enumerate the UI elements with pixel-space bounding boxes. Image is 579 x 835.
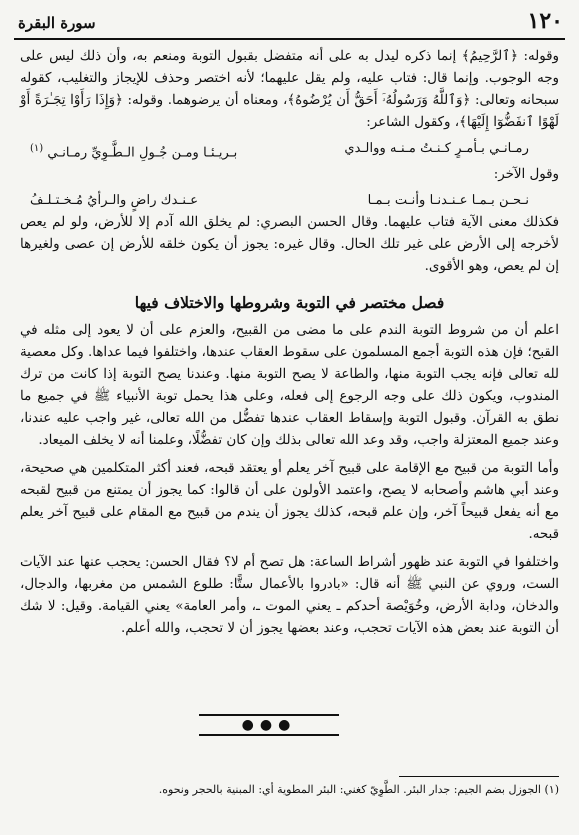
paragraph: فكذلك معنى الآية فتاب عليهما. وقال الحسن البصري: لم يخلق الله آدم إلا للأرض، ولو لم يعص لأخرجه إلى الأرض على غير تلك الحال. وقال غيره: يجوز أن يكون خلقه للأرض إن عصى ولغيرها إن لم يعص، وهو الأقوى. [20,215,559,275]
paragraph: اعلم أن من شروط التوبة الندم على ما مضى من القبيح، والعزم على أن لا يعود إلى مثله في القبح؛ فإن هذه التوبة أجمع المسلمون على سقوط العقاب عندها، واختلفوا فيما عداها. وكل معصية لله تعالى فإنه يجب التوبة منها، والطاعة لا يصح التوبة منها. وعندنا يصح التوبة إذا كانت من ترك المندوب، ويكون ذلك على وجه الرجوع إلى فعله، وعلى هذا يحمل توبة الأنبياء ﷺ في جميع ما نطق به القرآن. وقبول التوبة وإسقاط العقاب عندها تفضُّل من الله تعالى، غير واجب عليه عندنا، وعند جميع المعتزلة واجب، وقد وعد الله تعالى بذلك وإن كان تفضُّلًا، وعلمنا أنه لا يخلف الميعاد. [20,323,559,449]
verse-hemistich-right: نـحـن بـمـا عـنـدنـا وأنـت بـمـا [367,193,529,209]
verse-intro: وقول الآخر: [493,167,559,183]
page-number: ١٢٠ [527,8,563,34]
surah-title: سورة البقرة [18,14,96,32]
verse-hemistich-right: رمـانـي بـأمـرٍ كـنـتُ مـنـه ووالـدي [344,141,529,156]
poetry-verse-2 [30,190,529,212]
page-body [20,46,559,640]
verse-hemistich-left: بـريـئـا ومـن جُـولِ الـطَّـوِيِّ رمـانـي $^{(١)}$ [30,143,238,161]
paragraph: وأما التوبة من قبيح مع الإقامة على قبيح آخر يعلم أو يعتقد قبحه، فعند أكثر المتكلمين هي صحيحة، وعند أبي هاشم وأصحابه لا يصح، واعتمد الأولون على أن قالوا: كما يجوز أن يمتنع من قبيح لقبحه مع أنه يفعل قبيحاً آخر، وإن علم قبحه، كذلك يجوز أن يندم من قبيح مع المقام على قبيح آخر يعلم قبحه. [20,461,559,543]
verse-hemistich-left: عـنـدك راضٍ والـرأيُ مُـخـتـلـفُ [30,193,199,209]
footnote-marker: (١) [30,143,44,154]
ornament-dots: ●●● [241,717,297,733]
page-header [14,8,565,40]
poetry-verse-1 [30,138,529,164]
section-ornament [199,714,339,736]
paragraph: واختلفوا في التوبة عند ظهور أشراط الساعة: هل تصح أم لا؟ فقال الحسن: يحجب عنها عند الآيات الست، وروي عن النبي ﷺ أنه قال: «بادروا بالأعمال ستًّا: طلوع الشمس من مغربها، والدجال، والدخان، ودابة الأرض، وخُوَيْصة أحدكم ـ يعني الموت ـ، وأمر العامة» يعني القيامة. وقيل: لا شك أن التوبة عند بعض هذه الآيات تحجب، وعند بعضها يجوز أن لا تحجب، والله أعلم. [20,555,559,637]
footnote: (١) الجوزل بضم الجيم: جدار البئر. الطَّوِيّ كغني: البئر المطوية أي: المبنية بالحجر ونحوه. [158,783,559,796]
section-heading: فصل مختصر في التوبة وشروطها والاختلاف فيها [134,293,445,313]
footnote-divider [399,776,559,777]
paragraph: وقوله: ﴿ٱلرَّحِيمُ﴾ إنما ذكره ليدل به على أنه متفضل بقبول التوبة ومنعم به، وأن ذلك ليس على وجه الوجوب. وإنما قال: فتاب عليه، ولم يقل عليهما؛ لأنه اختصر وحذف للإيجاز والتغليب، كقوله سبحانه وتعالى: ﴿وَٱللَّهُ وَرَسُولُهُۥٓ أَحَقُّ أَن يُرْضُوهُ﴾، ومعناه أن يرضوهما. وقوله: ﴿وَإِذَا رَأَوْا تِجَـٰرَةً أَوْ لَهْوًا ٱنفَضُّوٓا إِلَيْهَا﴾، وكقول الشاعر: [20,49,559,130]
